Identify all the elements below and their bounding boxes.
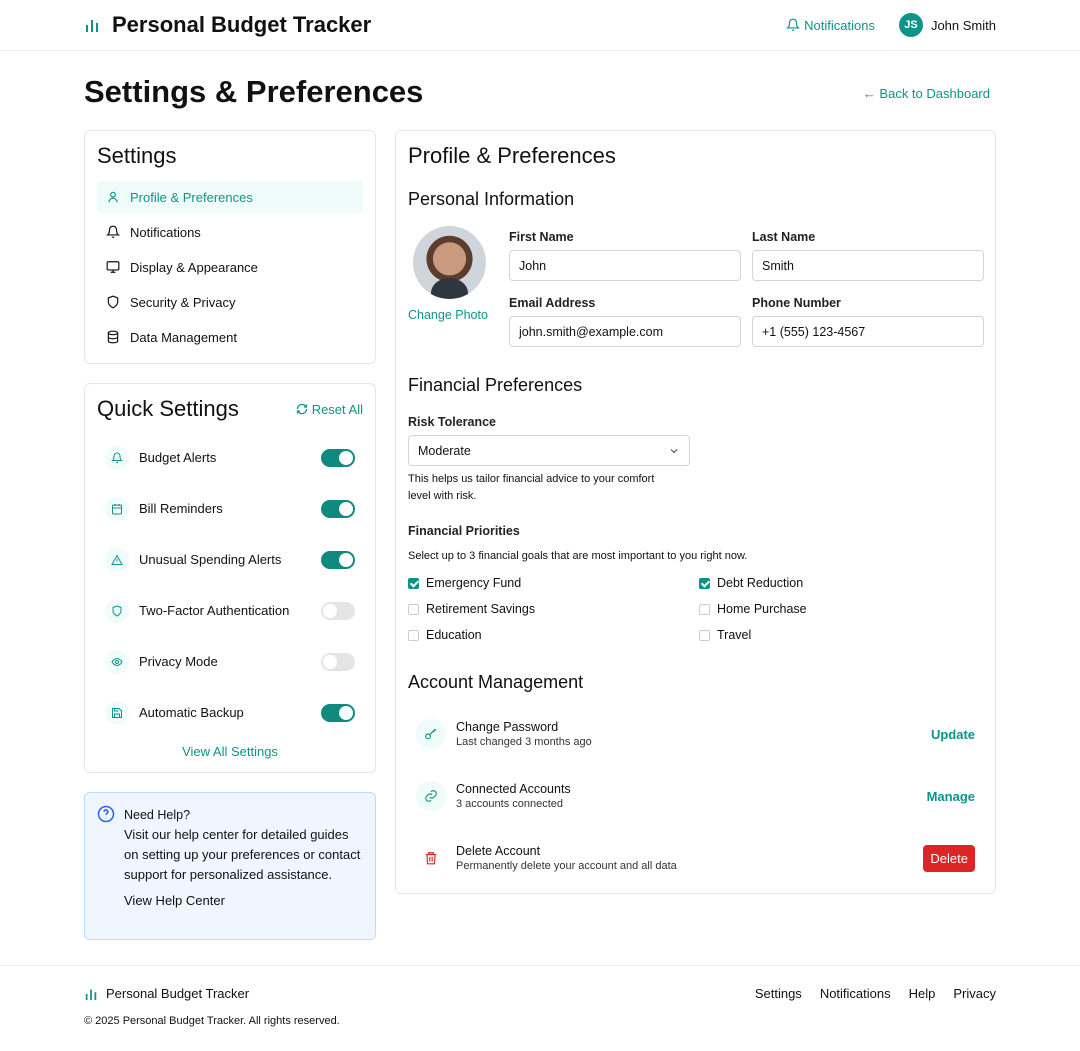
sidebar-item-notifications[interactable] [97,216,363,248]
footer-link-help[interactable]: Help [908,986,936,1001]
risk-help-text: This helps us tailor financial advice to your comfort level with risk. [408,473,655,502]
key-icon [424,727,438,741]
app-title: Personal Budget Tracker [112,12,372,37]
priority-home-purchase[interactable] [699,596,990,622]
footer [0,965,1080,1027]
checkbox[interactable] [408,578,419,589]
priorities-list [408,570,988,648]
footer-link-settings[interactable]: Settings [754,986,802,1001]
monitor-icon [106,260,120,274]
checkbox[interactable] [699,604,710,615]
sidebar-item-security[interactable] [97,286,363,318]
email-input[interactable]: john.smith@example.com [509,316,741,347]
copyright: © 2025 Personal Budget Tracker. All rights reserved. [84,1015,340,1027]
priorities-help: Select up to 3 financial goals that are most important to you right now. [408,550,748,562]
reset-all-label: Reset All [311,401,363,417]
sidebar-item-profile[interactable] [97,181,363,213]
priority-label: Retirement Savings [426,602,536,616]
quick-settings [84,383,376,773]
quick-setting-label: Bill Reminders [139,501,223,516]
priority-label: Home Purchase [717,602,807,616]
eye-icon [111,656,123,668]
reset-all-button[interactable] [296,402,363,417]
footer-brand [84,986,249,1001]
profile-panel [395,130,996,894]
bell-icon [786,18,800,32]
sidebar-item-label: Display & Appearance [130,259,258,275]
sidebar-item-data[interactable] [97,321,363,353]
chart-bars-icon [84,17,100,33]
checkbox[interactable] [408,604,419,615]
quick-setting-unusual-spending [97,534,363,585]
first-name-label: First Name [509,230,574,244]
risk-tolerance-select[interactable] [408,435,690,466]
checkbox[interactable] [699,630,710,641]
notifications-label: Notifications [804,17,875,33]
help-box [84,792,376,940]
two-factor-toggle[interactable] [321,602,355,620]
trash-icon [424,851,438,865]
user-name: John Smith [930,17,996,33]
brand[interactable] [84,12,371,38]
priority-label: Education [426,628,482,642]
refresh-icon [296,403,308,415]
email-label: Email Address [509,296,596,310]
bell-icon [106,225,120,239]
quick-setting-label: Automatic Backup [139,705,244,720]
settings-nav [84,130,376,364]
quick-setting-label: Privacy Mode [139,654,218,669]
priority-education[interactable] [408,622,699,648]
calendar-icon [111,503,123,515]
account-row-change-password [416,714,975,754]
quick-setting-bill-reminders [97,483,363,534]
shield-icon [106,295,120,309]
privacy-mode-toggle[interactable] [321,653,355,671]
priority-retirement-savings[interactable] [408,596,699,622]
view-all-settings-link[interactable]: View All Settings [182,744,278,759]
account-row-subtitle: Permanently delete your account and all data [456,860,677,872]
account-row-title: Connected Accounts [456,782,571,796]
update-password-button[interactable]: Update [930,726,975,742]
priority-label: Debt Reduction [717,576,804,590]
sidebar-item-label: Security & Privacy [130,294,236,310]
priority-label: Emergency Fund [426,576,522,590]
page-title: Settings & Preferences [84,74,424,109]
quick-setting-label: Budget Alerts [139,450,217,465]
profile-photo[interactable] [413,226,486,299]
sidebar-item-label: Profile & Preferences [130,189,253,205]
account-row-subtitle: 3 accounts connected [456,798,564,810]
priority-debt-reduction[interactable] [699,570,990,596]
last-name-label: Last Name [752,230,816,244]
account-row-connected-accounts [416,776,975,816]
footer-brand-name: Personal Budget Tracker [106,986,250,1001]
first-name-input[interactable]: John [509,250,741,281]
account-row-subtitle: Last changed 3 months ago [456,736,592,748]
user-menu[interactable] [899,13,996,37]
panel-title: Profile & Preferences [408,143,616,168]
view-help-center-link[interactable]: View Help Center [124,893,225,908]
phone-input[interactable]: +1 (555) 123-4567 [752,316,984,347]
top-header [0,0,1080,51]
priority-travel[interactable] [699,622,990,648]
sidebar-item-display[interactable] [97,251,363,283]
personal-info-title: Personal Information [408,189,575,209]
chevron-down-icon [668,445,680,457]
chart-bars-icon [84,987,98,1001]
help-title: Need Help? [124,808,191,822]
priorities-label: Financial Priorities [408,524,520,538]
change-photo-link[interactable]: Change Photo [408,308,488,322]
checkbox[interactable] [699,578,710,589]
priority-label: Travel [717,628,752,642]
manage-accounts-button[interactable]: Manage [926,788,975,804]
shield-icon [111,605,123,617]
database-icon [106,330,120,344]
quick-setting-automatic-backup [97,687,363,738]
account-row-title: Change Password [456,720,559,734]
quick-setting-budget-alerts [97,432,363,483]
help-circle-icon [97,805,115,823]
footer-link-privacy[interactable]: Privacy [953,986,996,1001]
risk-tolerance-value: Moderate [418,443,471,458]
sidebar-item-label: Data Management [130,329,237,345]
save-icon [111,707,123,719]
back-to-dashboard-link[interactable]: ← Back to Dashboard [862,86,990,101]
budget-alerts-toggle[interactable] [321,449,355,467]
financial-prefs-title: Financial Preferences [408,375,583,395]
avatar: JS [899,13,923,37]
bell-icon [111,452,123,464]
user-icon [106,190,120,204]
bill-reminders-toggle[interactable] [321,500,355,518]
phone-label: Phone Number [752,296,841,310]
quick-setting-label: Two-Factor Authentication [139,603,290,618]
quick-setting-two-factor [97,585,363,636]
warning-icon [111,554,123,566]
account-management-title: Account Management [408,672,584,692]
help-text: Visit our help center for detailed guides on setting up your preferences or contact support for personalized assistance. [124,827,361,882]
quick-setting-label: Unusual Spending Alerts [139,552,282,567]
priority-emergency-fund[interactable] [408,570,699,596]
link-icon [424,789,438,803]
notifications-link[interactable] [786,18,875,33]
unusual-spending-toggle[interactable] [321,551,355,569]
sidebar-item-label: Notifications [130,224,201,240]
quick-setting-privacy-mode [97,636,363,687]
quick-settings-title: Quick Settings [97,396,239,421]
footer-link-notifications[interactable]: Notifications [819,986,891,1001]
account-row-title: Delete Account [456,844,541,858]
account-row-delete-account [416,838,975,878]
risk-tolerance-label: Risk Tolerance [408,415,497,429]
last-name-input[interactable]: Smith [752,250,984,281]
automatic-backup-toggle[interactable] [321,704,355,722]
checkbox[interactable] [408,630,419,641]
settings-nav-title: Settings [97,143,177,168]
delete-account-button[interactable]: Delete [923,845,975,872]
